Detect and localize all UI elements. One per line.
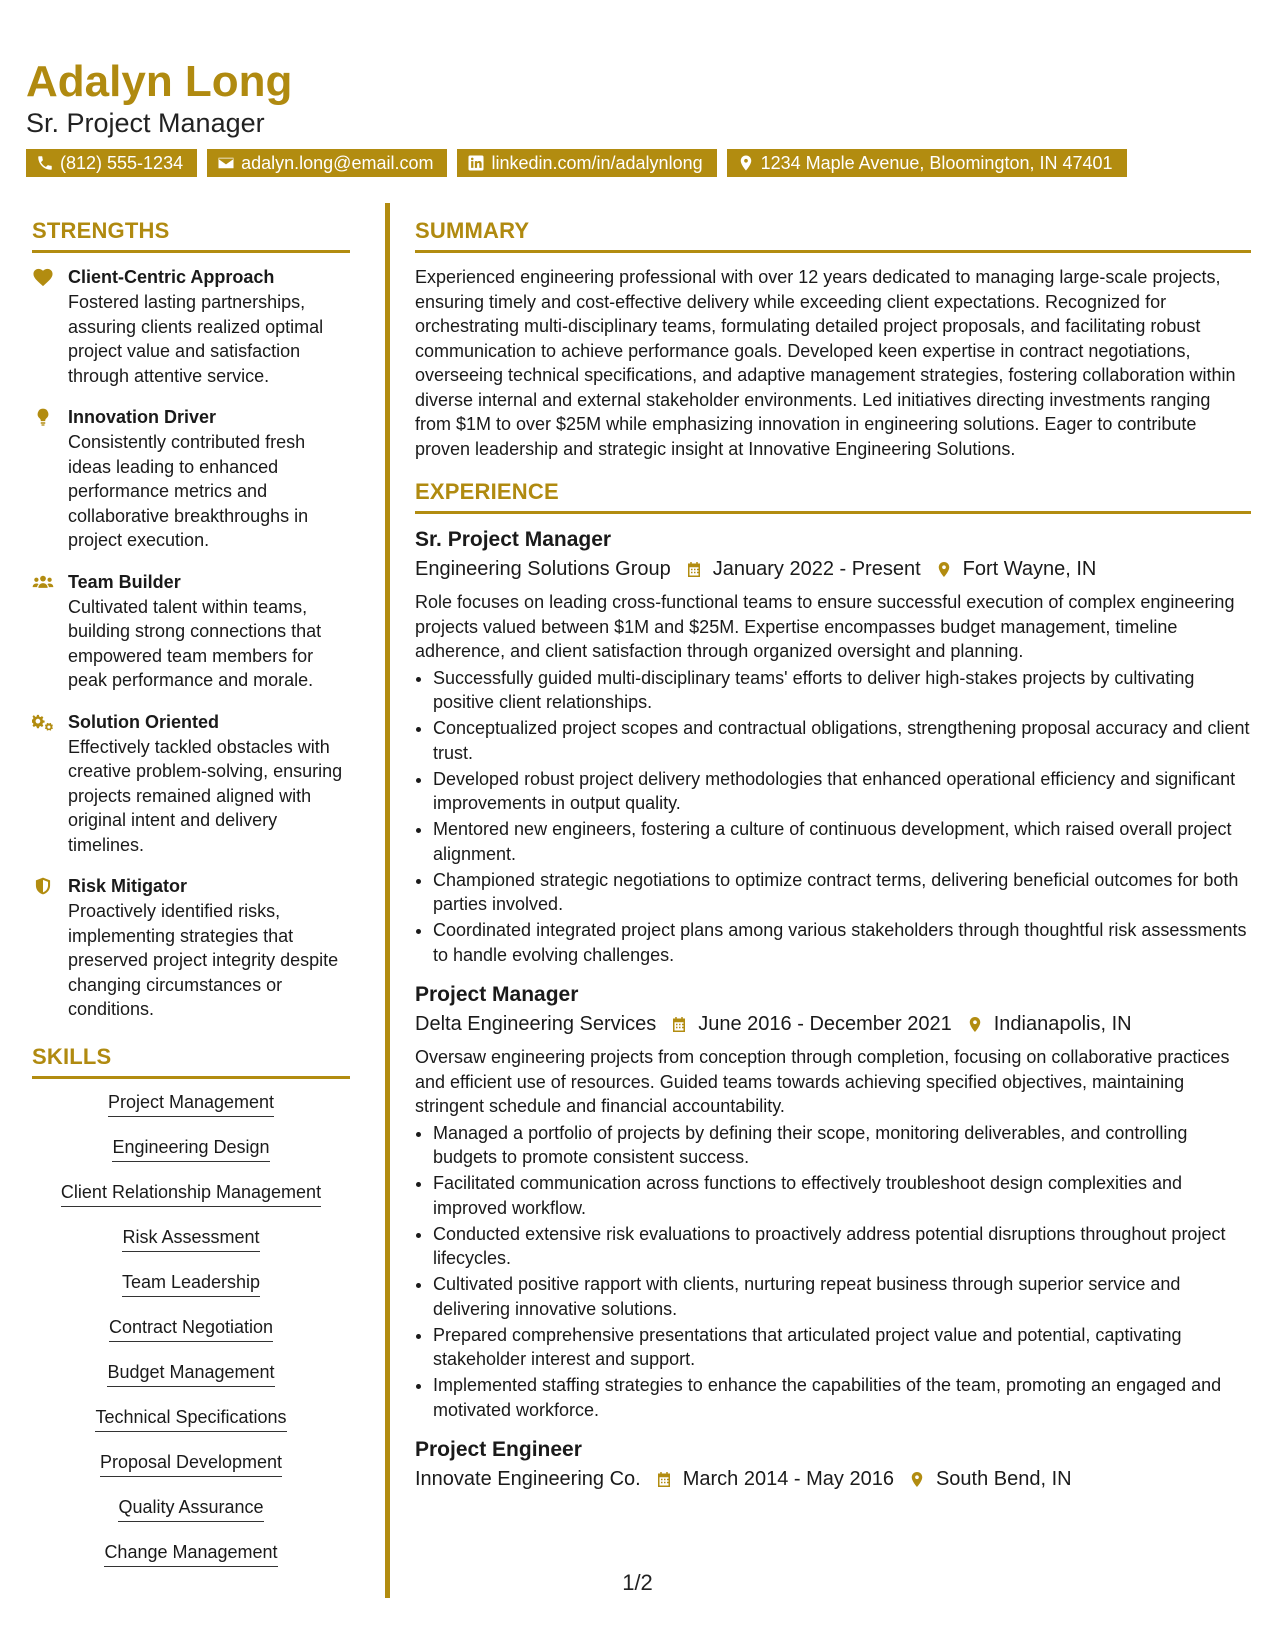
envelope-icon [217,154,235,172]
job-location: Fort Wayne, IN [962,558,1097,580]
summary-heading: SUMMARY [415,218,1251,253]
calendar-icon [655,1470,673,1489]
experience-heading: EXPERIENCE [415,479,1251,514]
phone-chip[interactable] [26,149,197,177]
strength-item [32,265,350,388]
page-number: 1/2 [622,1570,653,1595]
job-company: Delta Engineering Services [415,1013,657,1035]
linkedin-text: linkedin.com/in/adalynlong [491,153,703,174]
job-meta [415,1464,1251,1494]
phone-icon [36,154,54,172]
gears-icon [32,712,54,732]
job-dates: March 2014 - May 2016 [682,1468,894,1490]
contact-bar [26,149,1249,177]
resume-header [26,58,1249,177]
job-bullet: • Implemented staffing strategies to enhance the capabilities of the team, promoting an engaged and motivated workforce. [433,1373,1251,1422]
job-bullet: • Facilitated communication across functions to effectively troubleshoot design complexities and improved workflow. [433,1171,1251,1220]
job-meta [415,554,1251,584]
strength-name: Innovation Driver [68,407,217,427]
skill-item: Quality Assurance [118,1496,263,1522]
map-pin-icon [935,560,953,579]
right-column [415,218,1251,1500]
skills-heading: SKILLS [32,1044,350,1079]
left-column [32,218,350,1586]
strength-item [32,405,350,553]
skill-item: Team Leadership [122,1271,260,1297]
strength-name: Solution Oriented [68,711,219,732]
job-description: Oversaw engineering projects from conception through completion, focusing on collaborative practices and efficient use of resources. Guided teams towards achieving specified objectives, maintaining stringent schedule and financial accountability. [415,1047,1230,1116]
strength-item [32,570,350,693]
skill-item: Change Management [104,1541,277,1567]
phone-text: (812) 555-1234 [60,153,184,174]
strength-name: Team Builder [68,571,181,592]
calendar-icon [670,1015,688,1034]
skill-item: Budget Management [107,1361,274,1387]
strength-desc: Proactively identified risks, implementing strategies that preserved project integrity despite changing circumstances or conditions. [68,901,339,1019]
email-chip[interactable] [207,149,447,177]
strength-item [32,874,350,1022]
skill-item: Contract Negotiation [109,1316,273,1342]
skill-item: Project Management [108,1091,274,1117]
strength-item [32,710,350,858]
map-pin-icon [966,1015,984,1034]
job-bullet: • Mentored new engineers, fostering a culture of continuous development, which raised overall project alignment. [433,817,1251,866]
linkedin-chip[interactable] [457,149,716,177]
candidate-name: Adalyn Long [26,57,293,106]
job-description: Role focuses on leading cross-functional teams to ensure successful execution of complex engineering projects valued between $1M and $25M. Expertise encompasses budget management, timeline adherence, and client satisfaction through organized oversight and planning. [415,592,1235,661]
strength-name: Client-Centric Approach [68,267,275,287]
job-dates: January 2022 - Present [712,558,921,580]
strength-desc: Cultivated talent within teams, building strong connections that empowered team members for peak performance and morale. [68,596,322,690]
job-bullet: • Cultivated positive rapport with clients, nurturing repeat business through superior service and delivering innovative solutions. [433,1272,1251,1321]
job-company: Engineering Solutions Group [415,558,671,580]
skill-item: Engineering Design [112,1136,269,1162]
strength-desc: Effectively tackled obstacles with creative problem-solving, ensuring projects remained aligned with original intent and delivery timelines. [68,736,343,855]
job-entry [415,526,1251,967]
job-bullet: • Managed a portfolio of projects by defining their scope, monitoring deliverables, and controlling budgets to promote consistent success. [433,1121,1251,1170]
strength-desc: Consistently contributed fresh ideas leading to enhanced performance metrics and collaborative breakthroughs in project execution. [68,432,309,550]
job-title: Project Manager [415,983,579,1006]
job-bullets [415,1121,1251,1423]
skills-list [32,1091,350,1586]
strengths-heading: STRENGTHS [32,218,350,253]
job-bullet: • Prepared comprehensive presentations that articulated project value and potential, captivating stakeholder interest and support. [433,1323,1251,1372]
skill-item: Proposal Development [100,1451,282,1477]
summary-text: Experienced engineering professional with over 12 years dedicated to managing large-scale projects, ensuring timely and cost-effective delivery while exceeding client expectations. Recognized for orchestrating multi-disciplinary teams, formulating detailed project proposals, and facilitating robust communication to achieve performance goals. Developed keen expertise in contract negotiations, overseeing technical specifications, and adaptive management strategies, fostering collaboration within diverse internal and external stakeholder environments. Led initiatives directing investments ranging from $1M to over $25M while emphasizing innovation in engineering solutions. Eager to contribute proven leadership and strategic insight at Innovative Engineering Solutions. [415,267,1236,459]
job-bullet: • Conducted extensive risk evaluations to proactively address potential disruptions throughout project lifecycles. [433,1222,1251,1271]
job-entry [415,1436,1251,1494]
column-divider [385,203,390,1598]
map-pin-icon [908,1470,926,1489]
strength-name: Risk Mitigator [68,876,188,896]
job-bullet: • Championed strategic negotiations to optimize contract terms, delivering beneficial outcomes for both parties involved. [433,868,1251,917]
candidate-title: Sr. Project Manager [26,108,265,139]
job-company: Innovate Engineering Co. [415,1468,641,1490]
users-icon [32,572,54,592]
shield-icon [32,876,54,896]
job-entry [415,981,1251,1422]
job-bullet: • Successfully guided multi-disciplinary teams' efforts to deliver high-stakes projects by cultivating positive client relationships. [433,666,1251,715]
skill-item: Client Relationship Management [61,1181,321,1207]
job-bullet: • Developed robust project delivery methodologies that enhanced operational efficiency and significant improvements in output quality. [433,767,1251,816]
address-chip[interactable] [727,149,1127,177]
email-text: adalyn.long@email.com [241,153,434,174]
skill-item: Risk Assessment [122,1226,259,1252]
map-pin-icon [737,154,755,172]
job-bullets [415,666,1251,968]
job-dates: June 2016 - December 2021 [698,1013,952,1035]
job-bullet: • Coordinated integrated project plans among various stakeholders through thoughtful risk assessments to handle evolving challenges. [433,918,1251,967]
job-location: South Bend, IN [935,1468,1072,1490]
job-title: Sr. Project Manager [415,528,612,551]
heart-icon [32,267,54,287]
strength-desc: Fostered lasting partnerships, assuring clients realized optimal project value and satisfaction through attentive service. [68,292,324,386]
lightbulb-icon [32,407,54,427]
job-location: Indianapolis, IN [993,1013,1132,1035]
job-meta [415,1009,1251,1039]
skill-item: Technical Specifications [95,1406,286,1432]
linkedin-icon [467,154,485,172]
job-title: Project Engineer [415,1438,582,1461]
job-bullet: • Conceptualized project scopes and contractual obligations, strengthening proposal accuracy and client trust. [433,716,1251,765]
calendar-icon [685,560,703,579]
address-text: 1234 Maple Avenue, Bloomington, IN 47401 [760,153,1113,174]
